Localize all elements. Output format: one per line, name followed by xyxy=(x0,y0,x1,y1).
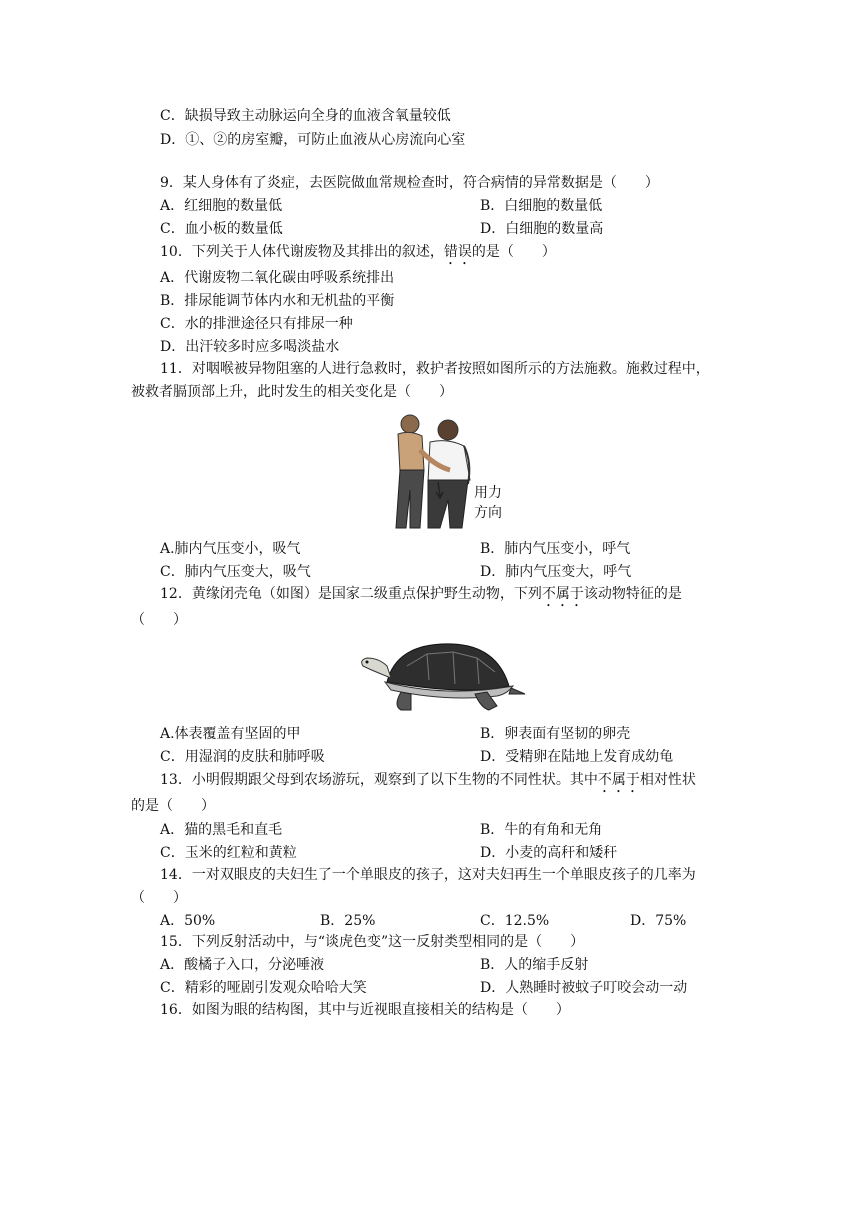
heimlich-figure xyxy=(380,410,510,530)
q12-stem-line2: （ ） xyxy=(131,612,187,628)
q13-stem-line2: 的是（ ） xyxy=(131,798,215,814)
q15-option-a: A．酸橘子入口，分泌唾液 xyxy=(160,957,325,973)
q12-option-c: C．用湿润的皮肤和肺呼吸 xyxy=(160,749,325,765)
q16-stem: 16．如图为眼的结构图，其中与近视眼直接相关的结构是（ ） xyxy=(160,1002,570,1018)
q8-option-c: C．缺损导致主动脉运向全身的血液含氧量较低 xyxy=(160,108,451,124)
q12-stem xyxy=(160,584,682,610)
q14-stem-line2: （ ） xyxy=(131,890,187,906)
q13-stem-pre: 13．小明假期跟父母到农场游玩，观察到了以下生物的不同性状。其中 xyxy=(160,772,598,788)
q11-stem-line2: 被救者膈顶部上升，此时发生的相关变化是（ ） xyxy=(131,384,453,400)
q12-stem-pre: 12．黄缘闭壳龟（如图）是国家二级重点保护野生动物，下列 xyxy=(160,586,542,602)
q11-option-a: A.肺内气压变小，吸气 xyxy=(160,541,301,557)
q12-option-b: B．卵表面有坚韧的卵壳 xyxy=(480,726,631,742)
q9-option-a: A．红细胞的数量低 xyxy=(160,198,283,214)
q10-stem xyxy=(160,242,556,268)
q10-stem-pre: 10．下列关于人体代谢废物及其排出的叙述， xyxy=(160,244,444,260)
q15-option-d: D．人熟睡时被蚊子叮咬会动一动 xyxy=(480,980,688,996)
q10-option-b: B．排尿能调节体内水和无机盐的平衡 xyxy=(160,293,395,309)
q9-stem: 9．某人身体有了炎症，去医院做血常规检查时，符合病情的异常数据是（ ） xyxy=(160,175,659,191)
q13-option-c: C．玉米的红粒和黄粒 xyxy=(160,845,297,861)
q12-stem-post: 该动物特征的是 xyxy=(583,586,682,602)
q11-option-b: B．肺内气压变小，呼气 xyxy=(480,541,631,557)
q14-option-a: A．50% xyxy=(160,913,216,929)
q12-option-d: D．受精卵在陆地上发育成幼龟 xyxy=(480,749,674,765)
q8-option-d: D．①、②的房室瓣，可防止血液从心房流向心室 xyxy=(160,132,466,148)
q13-stem xyxy=(160,770,696,796)
turtle-figure xyxy=(357,636,527,716)
turtle-illustration xyxy=(357,636,527,716)
q11-option-d: D．肺内气压变大，呼气 xyxy=(480,564,632,580)
q9-option-c: C．血小板的数量低 xyxy=(160,221,283,237)
q12-stem-emphasis: 不属于 xyxy=(541,586,584,602)
q14-stem-line1: 14．一对双眼皮的夫妇生了一个单眼皮的孩子，这对夫妇再生一个单眼皮孩子的几率为 xyxy=(160,867,696,883)
q10-option-a: A．代谢废物二氧化碳由呼吸系统排出 xyxy=(160,270,395,286)
q10-option-d: D．出汗较多时应多喝淡盐水 xyxy=(160,339,340,355)
figure-label-direction: 方向 xyxy=(474,505,502,521)
q9-option-d: D．白细胞的数量高 xyxy=(480,221,604,237)
q15-stem: 15．下列反射活动中，与“谈虎色变”这一反射类型相同的是（ ） xyxy=(160,934,585,950)
q14-option-c: C．12.5% xyxy=(480,913,550,929)
figure-label-force: 用力 xyxy=(474,485,502,501)
q13-stem-emphasis: 不属于 xyxy=(597,772,640,788)
q14-option-b: B．25% xyxy=(320,913,376,929)
q13-stem-post: 相对性状 xyxy=(639,772,696,788)
q11-option-c: C．肺内气压变大，吸气 xyxy=(160,564,311,580)
q10-stem-emphasis: 错误 xyxy=(443,244,472,260)
q15-option-b: B．人的缩手反射 xyxy=(480,957,589,973)
q10-option-c: C．水的排泄途径只有排尿一种 xyxy=(160,316,353,332)
q10-stem-post: 的是（ ） xyxy=(471,244,556,260)
q14-option-d: D．75% xyxy=(630,913,687,929)
q13-option-b: B．牛的有角和无角 xyxy=(480,822,603,838)
q9-option-b: B．白细胞的数量低 xyxy=(480,198,603,214)
q11-stem-line1: 11．对咽喉被异物阻塞的人进行急救时，救护者按照如图所示的方法施救。施救过程中， xyxy=(160,361,710,377)
q13-option-d: D．小麦的高秆和矮秆 xyxy=(480,845,618,861)
q12-option-a: A.体表覆盖有坚固的甲 xyxy=(160,726,301,742)
q13-option-a: A．猫的黑毛和直毛 xyxy=(160,822,283,838)
q15-option-c: C．精彩的哑剧引发观众哈哈大笑 xyxy=(160,980,367,996)
